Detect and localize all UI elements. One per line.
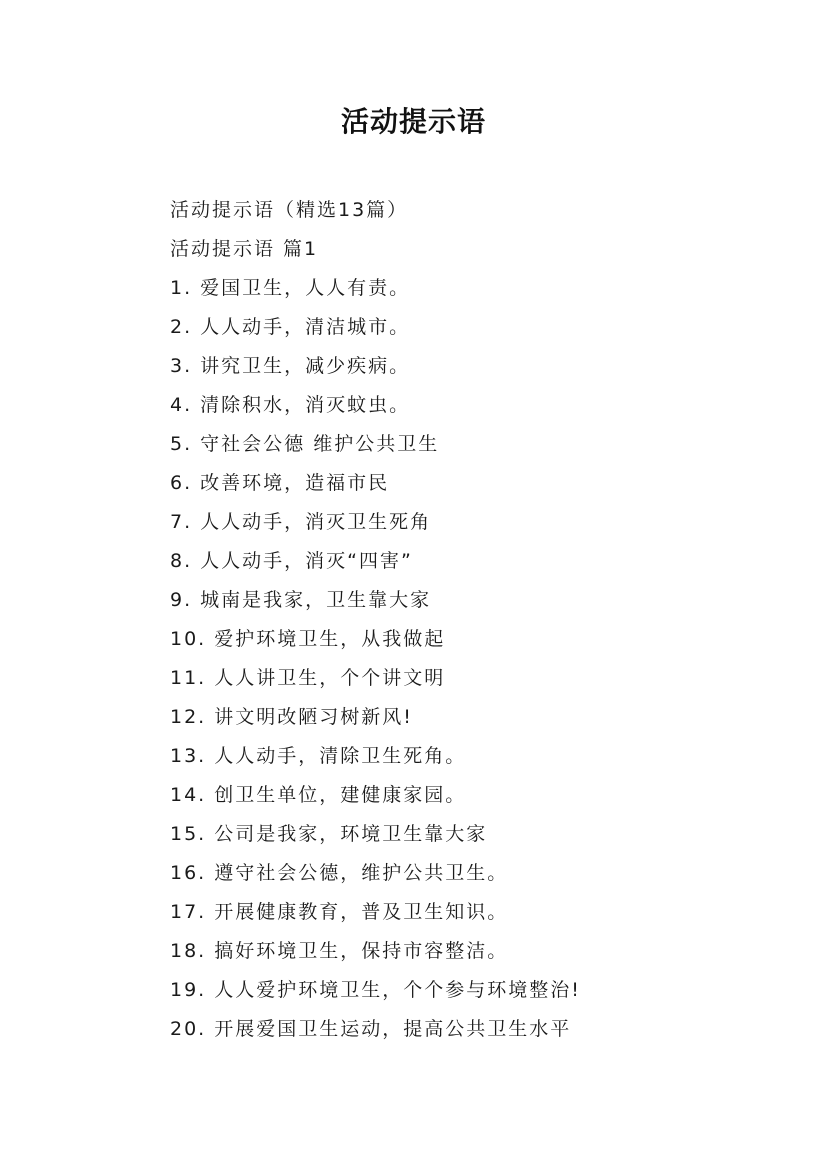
slogan-item: 4. 清除积水，消灭蚊虫。 — [170, 394, 411, 416]
slogan-item: 19. 人人爱护环境卫生，个个参与环境整治! — [170, 979, 581, 1001]
slogan-item: 5. 守社会公德 维护公共卫生 — [170, 433, 440, 455]
intro-line: 活动提示语（精选13篇） — [170, 199, 409, 221]
slogan-item: 16. 遵守社会公德，维护公共卫生。 — [170, 862, 509, 884]
slogan-item: 8. 人人动手，消灭“四害” — [170, 550, 413, 572]
document-title: 活动提示语 — [340, 105, 486, 138]
slogan-item: 13. 人人动手，清除卫生死角。 — [170, 745, 467, 767]
slogan-item: 12. 讲文明改陋习树新风! — [170, 706, 413, 728]
document-body — [170, 191, 770, 1049]
slogan-item: 6. 改善环境，造福市民 — [170, 472, 390, 494]
slogan-item: 7. 人人动手，消灭卫生死角 — [170, 511, 432, 533]
slogan-item: 3. 讲究卫生，减少疾病。 — [170, 355, 411, 377]
slogan-item: 11. 人人讲卫生，个个讲文明 — [170, 667, 446, 689]
slogan-item: 14. 创卫生单位，建健康家园。 — [170, 784, 467, 806]
slogan-item: 18. 搞好环境卫生，保持市容整洁。 — [170, 940, 509, 962]
slogan-item: 10. 爱护环境卫生，从我做起 — [170, 628, 446, 650]
section-heading: 活动提示语 篇1 — [170, 238, 319, 260]
slogan-item: 20. 开展爱国卫生运动，提高公共卫生水平 — [170, 1018, 572, 1040]
slogan-item: 2. 人人动手，清洁城市。 — [170, 316, 411, 338]
slogan-item: 1. 爱国卫生，人人有责。 — [170, 277, 411, 299]
slogan-item: 17. 开展健康教育，普及卫生知识。 — [170, 901, 509, 923]
slogan-item: 15. 公司是我家，环境卫生靠大家 — [170, 823, 488, 845]
slogan-item: 9. 城南是我家，卫生靠大家 — [170, 589, 432, 611]
